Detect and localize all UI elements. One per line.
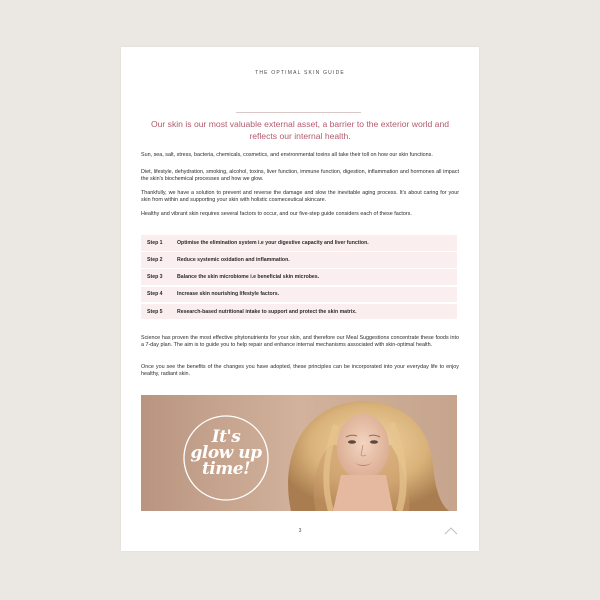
- document-page: [121, 47, 479, 551]
- intro-paragraph-4: Healthy and vibrant skin requires several factors to occur, and our five-step guide considers each of these factors.: [141, 211, 412, 217]
- intro-paragraph-1: Sun, sea, salt, stress, bacteria, chemicals, cosmetics, and environmental toxins all take their toll on how our skin functions.: [141, 152, 433, 158]
- step-text: Balance the skin microbiome i.e beneficial skin microbes.: [177, 274, 320, 281]
- step-row: [141, 269, 457, 285]
- intro-paragraph-2: Diet, lifestyle, dehydration, smoking, alcohol, toxins, liver function, immune function, digestion, inflammation and hormones all impact the skin's biochemical processes and how we glow.: [141, 169, 459, 183]
- steps-list: [141, 235, 457, 321]
- step-text: Increase skin nourishing lifestyle factors.: [177, 291, 280, 298]
- divider: [236, 112, 361, 113]
- hero-banner: [141, 395, 457, 511]
- intro-paragraph-3: Thankfully, we have a solution to prevent and reverse the damage and slow the inevitable aging process. It's about caring for your skin from within and supporting your skin with holistic cosmeceutical skincare.: [141, 190, 459, 204]
- hero-line-2: glow up: [190, 443, 262, 463]
- step-label: Step 1: [147, 239, 163, 246]
- hero-line-3: time!: [201, 459, 251, 479]
- chevron-up-icon[interactable]: [444, 527, 458, 535]
- step-row: [141, 304, 457, 320]
- step-row: [141, 235, 457, 251]
- step-label: Step 2: [147, 256, 163, 263]
- step-label: Step 3: [147, 274, 163, 281]
- step-row: [141, 252, 457, 268]
- hero-line-1: It's: [211, 427, 241, 447]
- step-text: Optimise the elimination system i.e your digestive capacity and liver function.: [177, 239, 369, 246]
- step-text: Reduce systemic oxidation and inflammation.: [177, 256, 290, 263]
- hero-slogan: [181, 413, 271, 503]
- guide-title: THE OPTIMAL SKIN GUIDE: [255, 70, 345, 76]
- closing-paragraph-2: Once you see the benefits of the changes you have adopted, these principles can be incorporated into your everyday life to enjoy healthy, radiant skin.: [141, 364, 459, 378]
- step-label: Step 5: [147, 308, 163, 315]
- headline: Our skin is our most valuable external asset, a barrier to the exterior world and reflects our internal health.: [150, 119, 450, 141]
- step-text: Research-based nutritional intake to support and protect the skin matrix.: [177, 308, 357, 315]
- step-row: [141, 287, 457, 303]
- closing-paragraph-1: Science has proven the most effective phytonutrients for your skin, and therefore our Meal Suggestions concentrate these foods into a 7-day plan. The aim is to guide you to help repair and enhance internal mechanisms associated with skin-optimal health.: [141, 335, 459, 349]
- step-label: Step 4: [147, 291, 163, 298]
- page-number: 3: [298, 528, 302, 534]
